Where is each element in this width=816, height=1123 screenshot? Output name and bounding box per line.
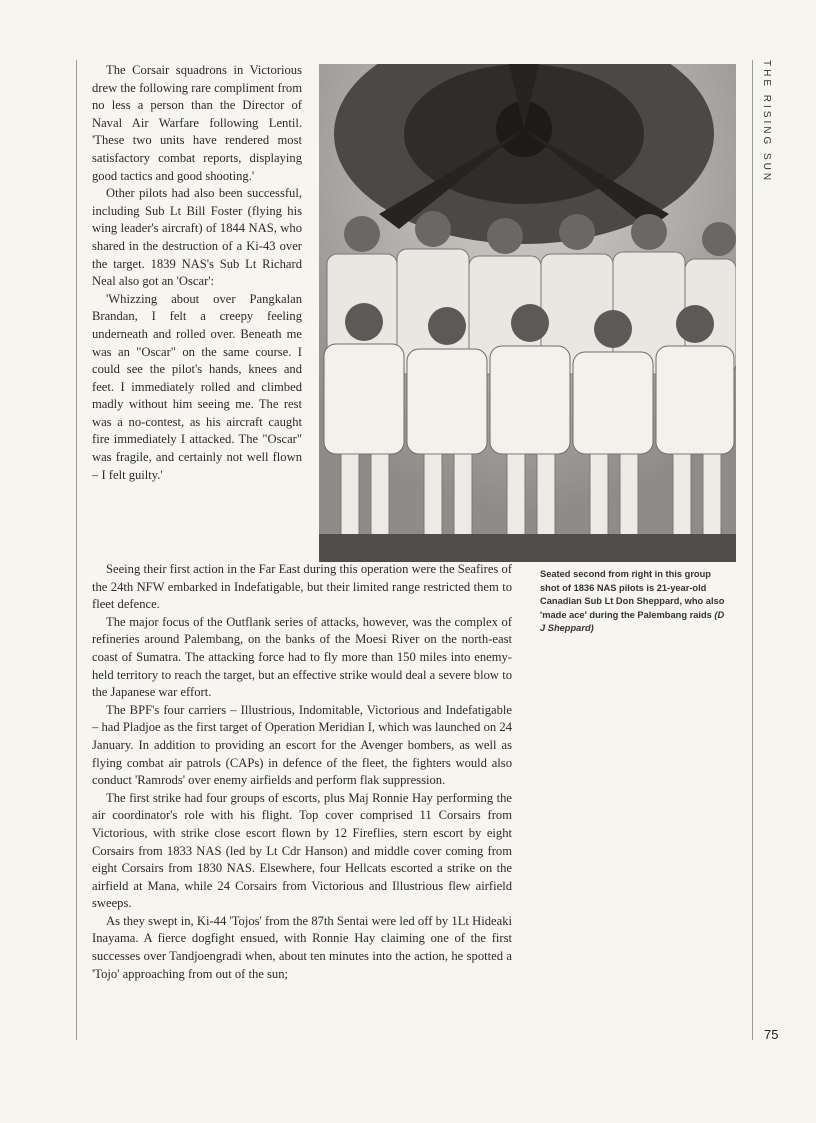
paragraph: The Corsair squadrons in Victorious drew the following rare compliment from no less a person than the Director of Naval Air Warfare following Lentil. 'These two units have rendered most satisfactory combat reports, displaying good tactics and good shooting.' bbox=[92, 63, 302, 183]
paragraph: The first strike had four groups of escorts, plus Maj Ronnie Hay performing the air coordinator's role with his flight. Top cover comprised 11 Corsairs from Victorious, with strike close escort flown by 12 Fireflies, stern escort by eight Corsairs from 1833 NAS (led by Lt Cdr Hanson) and middle cover coming from eight Corsairs from 1830 NAS. Elsewhere, four Hellcats escorted a strike on the airfield at Mana, while 24 Corsairs from Victorious and Illustrious flew airfield sweeps. bbox=[92, 790, 512, 911]
paragraph: 'Whizzing about over Pangkalan Brandan, I felt a creepy feeling underneath and rolled over. Beneath me was an "Oscar" on the same course. I could see the pilot's hands, knees and feet. I immediately rolled and climbed madly without him seeing me. The rest was a no-contest, as his aircraft caught fire immediately I attacked. The "Oscar" was fragile, and certainly not well flown – I felt guilty.' bbox=[92, 291, 302, 482]
squadron-group-photo bbox=[319, 64, 736, 562]
wide-text-column bbox=[92, 561, 512, 983]
left-margin-rule bbox=[76, 60, 77, 1040]
photo-illustration bbox=[319, 64, 736, 562]
paragraph: Seeing their first action in the Far East during this operation were the Seafires of the 24th NFW embarked in Indefatigable, but their limited range restricted them to fleet defence. bbox=[92, 562, 512, 612]
deck-floor bbox=[319, 534, 736, 562]
page-number: 75 bbox=[764, 1027, 779, 1042]
running-head-text: THE RISING SUN bbox=[761, 60, 772, 184]
photo-caption bbox=[540, 568, 730, 636]
paragraph: Other pilots had also been successful, including Sub Lt Bill Foster (flying his wing leader's aircraft) of 1844 NAS, who shared in the destruction of a Ki-43 over the target. 1839 NAS's Sub Lt Richard Neal also got an 'Oscar': bbox=[92, 186, 302, 289]
paragraph: The major focus of the Outflank series of attacks, however, was the complex of refineries around Palembang, on the banks of the Moesi River on the north-east coast of Sumatra. The attacking force had to fly more than 150 miles into enemy-held territory to reach the target, but an effective strike would deal a severe blow to the Japanese war effort. bbox=[92, 614, 512, 700]
seated-row bbox=[324, 344, 734, 454]
paragraph: As they swept in, Ki-44 'Tojos' from the 87th Sentai were led off by 1Lt Hideaki Inayama. A fierce dogfight ensued, with Ronnie Hay claiming one of the first successes over Tandjoengradi when, about ten minutes into the action, he spotted a 'Tojo' approaching from out of the sun; bbox=[92, 913, 512, 981]
paragraph: The BPF's four carriers – Illustrious, Indomitable, Victorious and Indefatigable – had Pladjoe as the first target of Operation Meridian I, which was launched on 24 January. In addition to providing an escort for the Avenger bombers, as well as flying combat air patrols (CAPs) in defence of the fleet, the fighters would also conduct 'Ramrods' over enemy airfields and perform flak suppression. bbox=[92, 702, 512, 788]
running-head bbox=[758, 60, 778, 200]
caption-text: Seated second from right in this group shot of 1836 NAS pilots is 21-year-old Canadian Sub Lt Don Sheppard, who also 'made ace' during the Palembang raids bbox=[540, 569, 725, 620]
right-margin-rule bbox=[752, 60, 753, 1040]
narrow-text-column bbox=[92, 62, 302, 484]
caption-credit: (D J Sheppard) bbox=[540, 609, 725, 633]
